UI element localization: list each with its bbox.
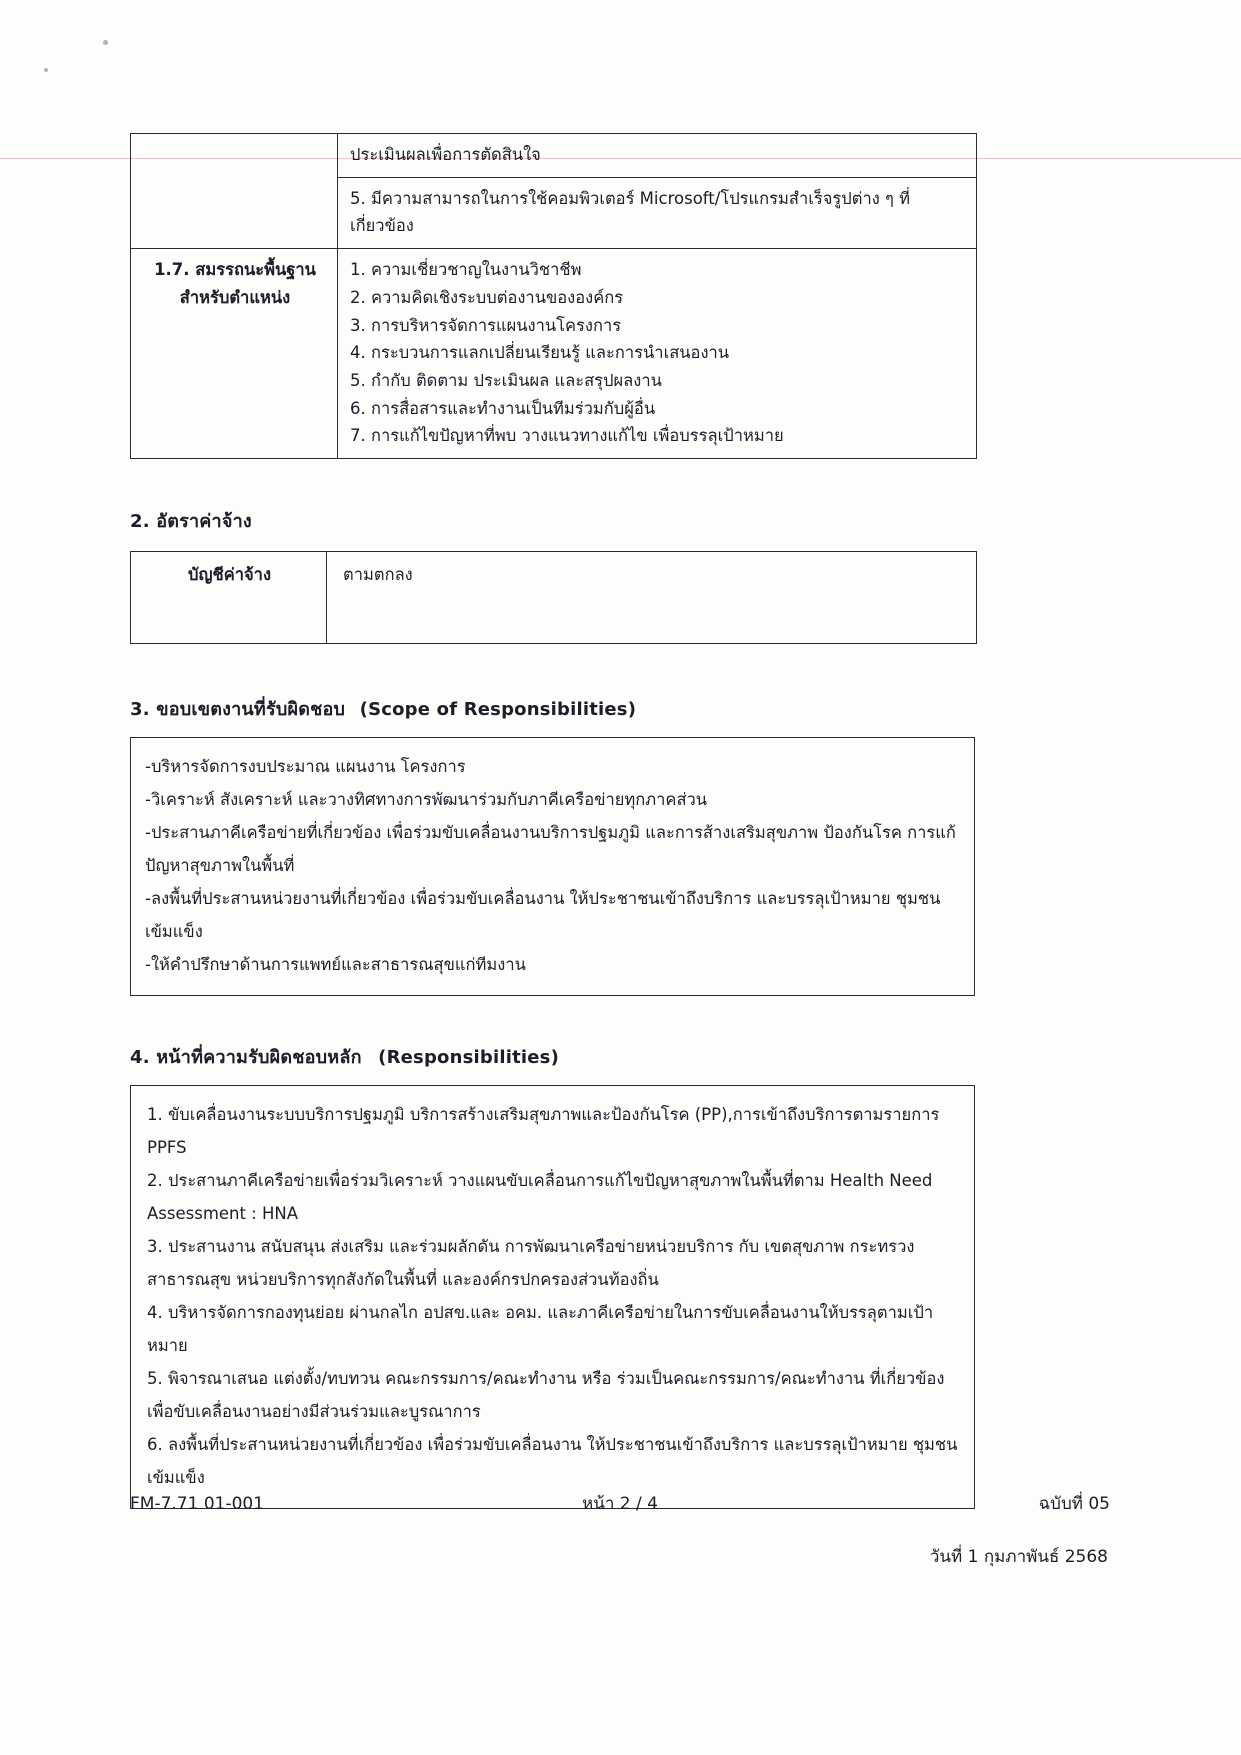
competency-row-label-line1: 1.7. สมรรถนะพื้นฐาน [154,260,316,280]
page-number: หน้า 2 / 4 [582,1494,658,1514]
responsibility-line: 5. พิจารณาเสนอ แต่งตั้ง/ทบทวน คณะกรรมการ/คณะทำงาน หรือ ร่วมเป็นคณะกรรมการ/คณะทำงาน ที่เกี่ยวข้อง เพื่อขับเคลื่อนงานอย่างมีส่วนร่วมและบูรณาการ [147,1369,945,1422]
section-3-heading-en: (Scope of Responsibilities) [359,699,637,721]
form-code: FM-7.71 01-001 [130,1494,265,1514]
competency-continued-text-1: ประเมินผลเพื่อการตัดสินใจ [338,134,977,178]
table-row [131,177,977,248]
list-item: 3. การบริหารจัดการแผนงานโครงการ [350,315,622,335]
scope-line: -วิเคราะห์ สังเคราะห์ และวางทิศทางการพัฒนาร่วมกับภาคีเครือข่ายทุกภาคส่วน [145,790,708,810]
list-item: 2. ความคิดเชิงระบบต่องานขององค์กร [350,287,624,307]
list-item: 1. ความเชี่ยวชาญในงานวิชาชีพ [350,260,582,280]
wage-table [130,551,977,644]
responsibility-line: 3. ประสานงาน สนับสนุน ส่งเสริม และร่วมผลักดัน การพัฒนาเครือข่ายหน่วยบริการ กับ เขตสุขภาพ กระทรวงสาธารณสุข หน่วยบริการทุกสังกัดในพื้นที่ และองค์กรปกครองส่วนท้องถิ่น [147,1237,915,1290]
responsibility-line: 1. ขับเคลื่อนงานระบบบริการปฐมภูมิ บริการสร้างเสริมสุขภาพและป้องกันโรค (PP),การเข้าถึงบริการตามรายการ PPFS [147,1105,940,1158]
list-item: 7. การแก้ไขปัญหาที่พบ วางแนวทางแก้ไข เพื่อบรรลุเป้าหมาย [350,426,784,446]
list-item: 4. กระบวนการแลกเปลี่ยนเรียนรู้ และการนำเสนองาน [350,343,730,363]
competency-items-cell [338,249,977,459]
footer-top-row [130,1490,1110,1517]
competency-label-empty [131,134,338,178]
list-item: 6. การสื่อสารและทำงานเป็นทีมร่วมกับผู้อื่น [350,398,656,418]
competency-row-label [131,249,338,459]
section-4-heading-th: 4. หน้าที่ความรับผิดชอบหลัก [130,1047,362,1069]
scope-line: -ลงพื้นที่ประสานหน่วยงานที่เกี่ยวข้อง เพื่อร่วมขับเคลื่อนงาน ให้ประชาชนเข้าถึงบริการ และบรรลุเป้าหมาย ชุมชนเข้มแข็ง [145,889,941,942]
competency-continued-text-2: 5. มีความสามารถในการใช้คอมพิวเตอร์ Microsoft/โปรแกรมสำเร็จรูปต่าง ๆ ที่เกี่ยวข้อง [338,177,977,248]
page-footer [130,1490,1110,1570]
table-row [131,552,977,644]
scan-speck [44,68,48,72]
responsibilities-box [130,1085,975,1509]
scan-speck [103,40,108,45]
table-row [131,249,977,459]
section-3-heading-th: 3. ขอบเขตงานที่รับผิดชอบ [130,699,346,721]
table-row [131,134,977,178]
scope-of-responsibilities-box [130,737,975,996]
scope-line: -ประสานภาคีเครือข่ายที่เกี่ยวข้อง เพื่อร่วมขับเคลื่อนงานบริการปฐมภูมิ และการส้างเสริมสุขภาพ ป้องกันโรค การแก้ปัญหาสุขภาพในพื้นที่ [145,823,956,876]
section-3-heading [130,694,1110,723]
competency-row-label-line2: สำหรับตำแหน่ง [179,287,291,307]
scope-line: -ให้คำปรึกษาด้านการแพทย์และสาธารณสุขแก่ทีมงาน [145,955,526,975]
section-2-heading: 2. อัตราค่าจ้าง [130,511,252,533]
competency-table [130,133,977,459]
effective-date: วันที่ 1 กุมภาพันธ์ 2568 [929,1547,1108,1567]
section-4-heading [130,1042,1110,1071]
list-item: 5. กำกับ ติดตาม ประเมินผล และสรุปผลงาน [350,371,662,391]
section-4-heading-en: (Responsibilities) [378,1047,560,1069]
competency-label-empty-2 [131,177,338,248]
wage-value: ตามตกลง [327,552,977,644]
scope-line: -บริหารจัดการงบประมาณ แผนงาน โครงการ [145,757,466,777]
responsibility-line: 4. บริหารจัดการกองทุนย่อย ผ่านกลไก อปสข.และ อคม. และภาคีเครือข่ายในการขับเคลื่อนงานให้บรรลุตามเป้าหมาย [147,1303,934,1356]
responsibility-line: 6. ลงพื้นที่ประสานหน่วยงานที่เกี่ยวข้อง เพื่อร่วมขับเคลื่อนงาน ให้ประชาชนเข้าถึงบริการ และบรรลุเป้าหมาย ชุมชนเข้มแข็ง [147,1435,958,1488]
page-content [130,0,1110,1509]
revision-number: ฉบับที่ 05 [1038,1494,1110,1514]
responsibility-line: 2. ประสานภาคีเครือข่ายเพื่อร่วมวิเคราะห์ วางแผนขับเคลื่อนการแก้ไขปัญหาสุขภาพในพื้นที่ตาม Health Need Assessment : HNA [147,1171,933,1224]
wage-label: บัญชีค่าจ้าง [131,552,327,644]
